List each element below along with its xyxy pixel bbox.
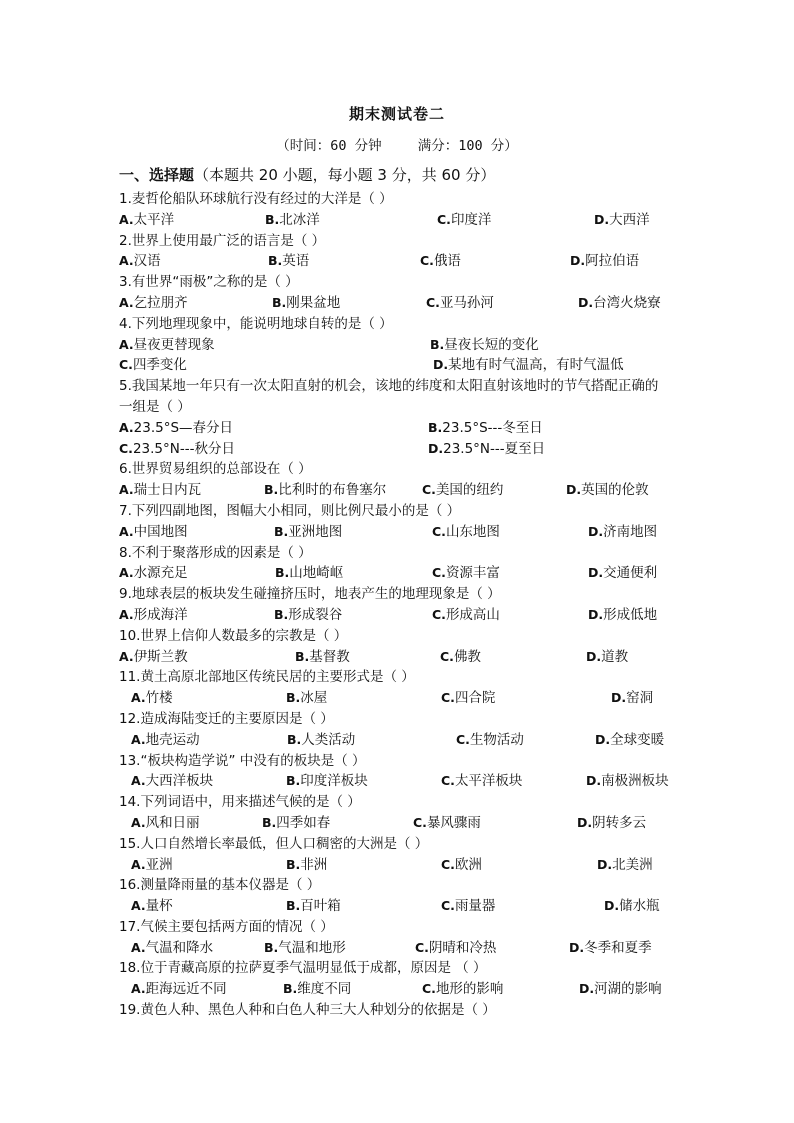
option: D.冬季和夏季 <box>569 939 652 956</box>
time-limit: （时间：60 分钟 <box>276 138 382 154</box>
option-row <box>119 979 679 1000</box>
option: B.昼夜长短的变化 <box>430 336 539 353</box>
question-stem: 10.世界上信仰人数最多的宗教是（ ） <box>119 627 348 644</box>
option: B.形成裂谷 <box>274 606 343 623</box>
question-stem: 2.世界上使用最广泛的语言是（ ） <box>119 232 326 249</box>
question-stem: 3.有世界“雨极”之称的是（ ） <box>119 274 299 291</box>
option: C.亚马孙河 <box>426 294 494 311</box>
option: B.印度洋板块 <box>286 773 368 790</box>
option-row <box>119 355 679 376</box>
question-stem: 9.地球表层的板块发生碰撞挤压时，地表产生的地理现象是（ ） <box>119 586 501 603</box>
option: A.形成海洋 <box>119 606 188 623</box>
option: C.生物活动 <box>456 731 524 748</box>
option: A.地壳运动 <box>131 731 200 748</box>
option-row <box>119 418 679 439</box>
option-row <box>119 293 679 314</box>
option: B.冰屋 <box>286 690 328 707</box>
option-row <box>119 563 679 584</box>
exam-info <box>0 134 794 154</box>
question-stem: 7.下列四副地图，图幅大小相同，则比例尺最小的是（ ） <box>119 502 461 519</box>
option: B.北冰洋 <box>265 211 320 228</box>
option: B.非洲 <box>286 856 328 873</box>
option: A.伊斯兰教 <box>119 648 188 665</box>
option: A.太平洋 <box>119 211 175 228</box>
option: D.某地有时气温高，有时气温低 <box>433 357 624 374</box>
option: B.气温和地形 <box>264 939 346 956</box>
option-row <box>119 335 679 356</box>
option-row <box>119 647 679 668</box>
option: C.山东地图 <box>432 523 500 540</box>
option: D.交通便利 <box>588 565 658 582</box>
option: C.阴晴和冷热 <box>415 939 497 956</box>
option: D.储水瓶 <box>604 898 660 915</box>
option-row <box>119 605 679 626</box>
option: D.大西洋 <box>594 211 650 228</box>
question-stem: 8.不利于聚落形成的因素是（ ） <box>119 544 312 561</box>
option: A.亚洲 <box>131 856 173 873</box>
option: D.台湾火烧寮 <box>578 294 661 311</box>
option: B.英语 <box>268 253 310 270</box>
option: D.北美洲 <box>597 856 653 873</box>
option: A.瑞士日内瓦 <box>119 482 202 499</box>
option: B.四季如春 <box>262 814 331 831</box>
option-row <box>119 855 679 876</box>
option: A.23.5°S—春分日 <box>119 419 234 436</box>
option: A.乞拉朋齐 <box>119 294 188 311</box>
option: C.欧洲 <box>441 856 482 873</box>
total-score: 满分：100 分） <box>417 138 518 154</box>
option: D.阴转多云 <box>577 814 647 831</box>
option: C.雨量器 <box>441 898 496 915</box>
option: C.资源丰富 <box>432 565 500 582</box>
question-stem: 18.位于青藏高原的拉萨夏季气温明显低于成都，原因是 （ ） <box>119 960 487 977</box>
option-row <box>119 771 679 792</box>
option: A.水源充足 <box>119 565 188 582</box>
option-row <box>119 938 679 959</box>
option: D.窑洞 <box>611 690 654 707</box>
section-heading <box>119 164 495 185</box>
option: D.全球变暖 <box>595 731 665 748</box>
option: B.23.5°S---冬至日 <box>428 419 543 436</box>
option: C.印度洋 <box>437 211 492 228</box>
option: C.美国的纽约 <box>422 482 504 499</box>
option: D.济南地图 <box>588 523 658 540</box>
option-row <box>119 522 679 543</box>
option-row <box>119 251 679 272</box>
option: A.距海远近不同 <box>131 981 227 998</box>
option: C.四季变化 <box>119 357 187 374</box>
option: A.大西洋板块 <box>131 773 214 790</box>
option: A.竹楼 <box>131 690 173 707</box>
question-stem: 14.下列词语中，用来描述气候的是（ ） <box>119 794 361 811</box>
option: A.量杯 <box>131 898 173 915</box>
option: A.中国地图 <box>119 523 188 540</box>
option: C.太平洋板块 <box>441 773 523 790</box>
question-stem: 17.气候主要包括两方面的情况（ ） <box>119 918 334 935</box>
option: D.阿拉伯语 <box>570 253 640 270</box>
option-row <box>119 813 679 834</box>
question-stem: 19.黄色人种、黑色人种和白色人种三大人种划分的依据是（ ） <box>119 1002 496 1019</box>
option: D.河湖的影响 <box>579 981 662 998</box>
question-stem: 6.世界贸易组织的总部设在（ ） <box>119 461 312 478</box>
question-stem: 15.人口自然增长率最低，但人口稠密的大洲是（ ） <box>119 835 429 852</box>
option: B.刚果盆地 <box>272 294 341 311</box>
option: B.比利时的布鲁塞尔 <box>264 482 387 499</box>
question-stem-continued: 一组是（ ） <box>119 398 191 415</box>
page-title: 期末测试卷二 <box>348 105 445 123</box>
question-stem: 5.我国某地一年只有一次太阳直射的机会，该地的纬度和太阳直射该地时的节气搭配正确的 <box>119 378 659 395</box>
option: D.英国的伦敦 <box>566 482 649 499</box>
question-stem: 13.“板块构造学说” 中没有的板块是（ ） <box>119 752 366 769</box>
question-stem: 1.麦哲伦船队环球航行没有经过的大洋是（ ） <box>119 191 393 207</box>
option: D.形成低地 <box>588 606 658 623</box>
option: B.人类活动 <box>287 731 356 748</box>
option-row <box>119 896 679 917</box>
option: A.风和日丽 <box>131 814 200 831</box>
option: D.23.5°N---夏至日 <box>428 440 546 457</box>
option: D.道教 <box>586 648 629 665</box>
option: C.俄语 <box>420 253 461 270</box>
question-stem: 12.造成海陆变迁的主要原因是（ ） <box>119 710 334 727</box>
option-row <box>119 730 679 751</box>
question-list <box>119 189 679 1021</box>
option: B.基督教 <box>295 648 350 665</box>
option: C.佛教 <box>440 648 481 665</box>
option-row <box>119 210 679 231</box>
option: B.山地崎岖 <box>275 565 344 582</box>
option: A.汉语 <box>119 253 161 270</box>
section-label: 一、选择题 <box>119 166 195 184</box>
option: B.百叶箱 <box>286 898 341 915</box>
option: C.四合院 <box>441 690 496 707</box>
option: D.南极洲板块 <box>586 773 669 790</box>
option: A.气温和降水 <box>131 939 214 956</box>
option-row <box>119 688 679 709</box>
option-row <box>119 439 679 460</box>
section-note: （本题共 20 小题，每小题 3 分，共 60 分） <box>194 166 496 184</box>
option: B.亚洲地图 <box>274 523 343 540</box>
option: A.昼夜更替现象 <box>119 336 215 353</box>
option-row <box>119 480 679 501</box>
option: C.形成高山 <box>432 606 500 623</box>
question-stem: 16.测量降雨量的基本仪器是（ ） <box>119 877 321 894</box>
option: C.23.5°N---秋分日 <box>119 440 235 457</box>
option: B.维度不同 <box>283 981 352 998</box>
question-stem: 11.黄土高原北部地区传统民居的主要形式是（ ） <box>119 669 415 686</box>
question-stem: 4.下列地理现象中，能说明地球自转的是（ ） <box>119 315 393 332</box>
option: C.地形的影响 <box>422 981 504 998</box>
option: C.暴风骤雨 <box>413 814 481 831</box>
